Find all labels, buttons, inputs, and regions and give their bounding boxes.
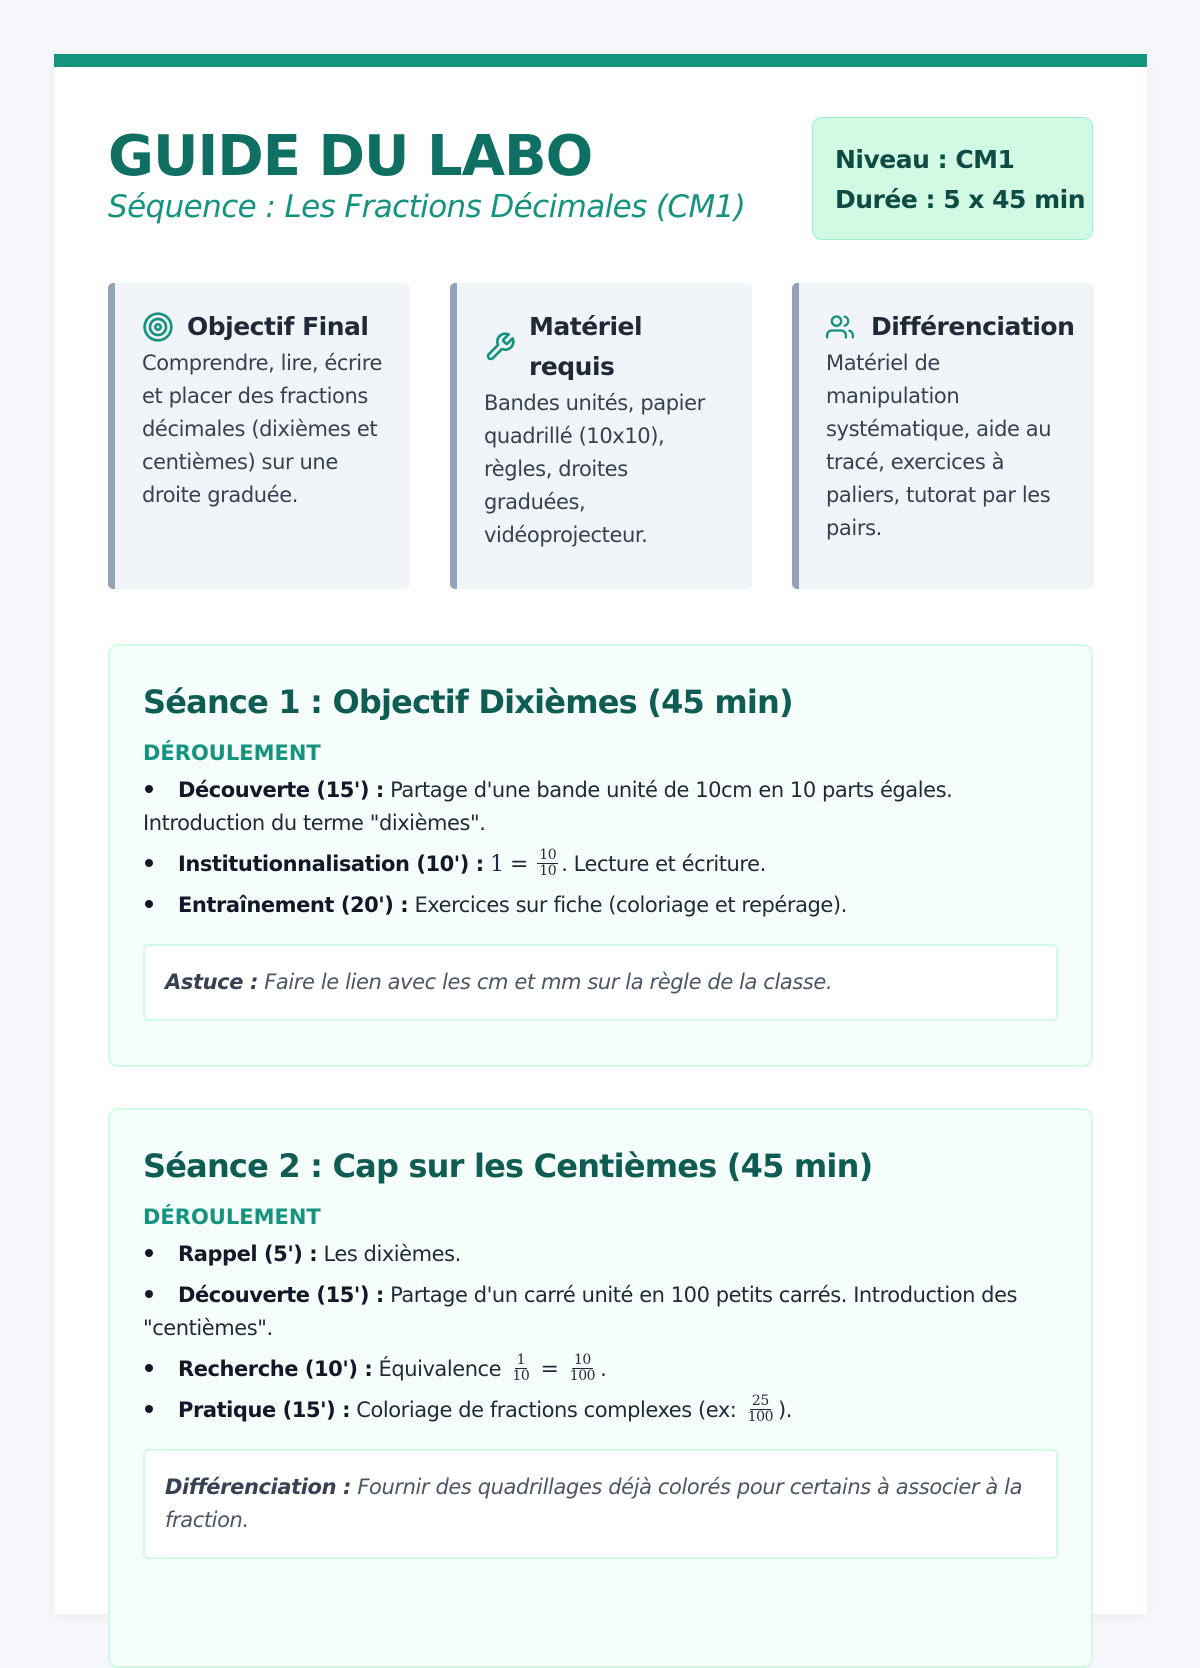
document-sheet bbox=[54, 54, 1147, 1614]
duration-text: Durée : 5 x 45 min bbox=[835, 185, 1086, 214]
session-title: Séance 1 : Objectif Dixièmes (45 min) bbox=[143, 683, 793, 721]
fraction: $\frac{1}{10}$ bbox=[512, 1351, 530, 1384]
list-item: Recherche (10') : Équivalence $\frac{1}{10}$ = $\frac{10}{100}$ . bbox=[143, 1353, 1058, 1386]
card-text: Comprendre, lire, écrire et placer des fractions décimales (dixièmes et centièmes) sur une droite graduée. bbox=[142, 351, 383, 507]
page-title: GUIDE DU LABO bbox=[108, 124, 593, 189]
info-cards bbox=[108, 283, 1093, 589]
users-icon bbox=[826, 307, 859, 347]
fraction: $\frac{10}{10}$ bbox=[539, 846, 557, 879]
list-item: Pratique (15') : Coloriage de fractions complexes (ex: $\frac{25}{100}$ ). bbox=[143, 1394, 1058, 1427]
list-item: Entraînement (20') : Exercices sur fiche (coloriage et repérage). bbox=[143, 889, 1058, 922]
card-title: Différenciation bbox=[871, 312, 1075, 341]
fraction: $\frac{10}{100}$ bbox=[569, 1351, 596, 1384]
card-objective bbox=[108, 283, 410, 589]
document-header bbox=[108, 117, 1093, 247]
session-2 bbox=[108, 1108, 1093, 1668]
card-title: Matériel requis bbox=[529, 312, 643, 381]
steps-list bbox=[143, 774, 1058, 922]
session-1 bbox=[108, 644, 1093, 1067]
level-text: Niveau : CM1 bbox=[835, 145, 1015, 174]
card-text: Matériel de manipulation systématique, aide au tracé, exercices à paliers, tutorat par les pairs. bbox=[826, 351, 1052, 540]
fraction: $\frac{25}{100}$ bbox=[747, 1392, 774, 1425]
card-text: Bandes unités, papier quadrillé (10x10), règles, droites graduées, vidéoprojecteur. bbox=[484, 391, 705, 547]
list-item: Institutionnalisation (10') : 1 = $\frac{10}{10}$ . Lecture et écriture. bbox=[143, 848, 1058, 881]
tip-box: Astuce : Faire le lien avec les cm et mm sur la règle de la classe. bbox=[143, 944, 1058, 1021]
tip-box: Différenciation : Fournir des quadrillages déjà colorés pour certains à associer à la fraction. bbox=[143, 1449, 1058, 1559]
target-icon bbox=[142, 307, 175, 347]
session-title: Séance 2 : Cap sur les Centièmes (45 min) bbox=[143, 1147, 873, 1185]
wrench-icon bbox=[484, 307, 517, 387]
list-item: Découverte (15') : Partage d'une bande unité de 10cm en 10 parts égales. Introduction du terme "dixièmes". bbox=[143, 778, 953, 835]
card-title: Objectif Final bbox=[187, 312, 369, 341]
list-item: Découverte (15') : Partage d'un carré unité en 100 petits carrés. Introduction des "centièmes". bbox=[143, 1283, 1018, 1340]
section-label: DÉROULEMENT bbox=[143, 741, 321, 765]
page-subtitle: Séquence : Les Fractions Décimales (CM1) bbox=[108, 189, 746, 225]
level-duration-badge bbox=[812, 117, 1093, 240]
card-materials bbox=[450, 283, 752, 589]
steps-list bbox=[143, 1238, 1058, 1427]
list-item: Rappel (5') : Les dixièmes. bbox=[143, 1238, 1058, 1271]
card-differentiation bbox=[792, 283, 1094, 589]
section-label: DÉROULEMENT bbox=[143, 1205, 321, 1229]
